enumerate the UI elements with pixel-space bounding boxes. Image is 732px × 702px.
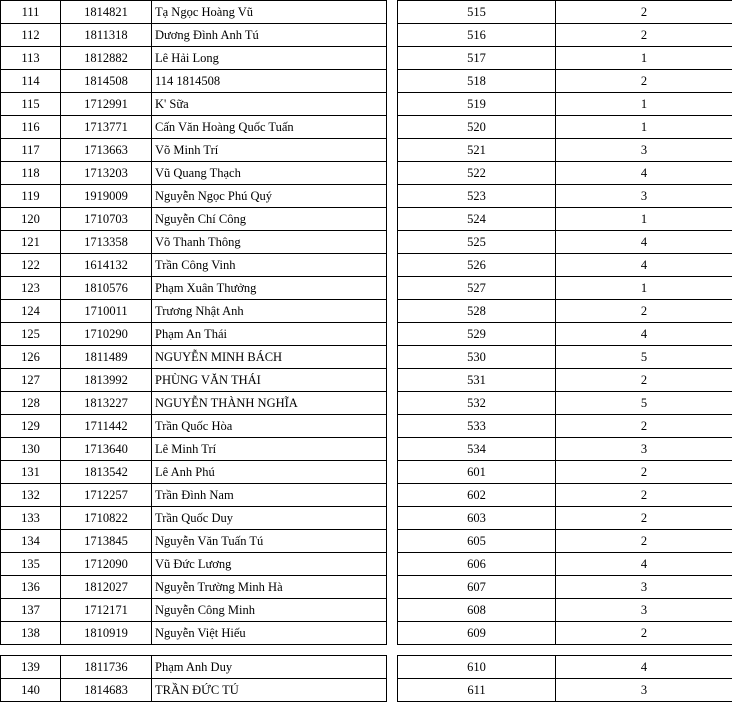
student-id-cell: 1712090 bbox=[61, 553, 152, 576]
table-row bbox=[398, 415, 732, 438]
stt-cell: 120 bbox=[1, 208, 61, 231]
room-cell: 607 bbox=[398, 576, 556, 599]
student-name-cell: Vũ Quang Thạch bbox=[152, 162, 387, 185]
student-id-cell: 1812882 bbox=[61, 47, 152, 70]
table-row bbox=[398, 346, 732, 369]
student-name-cell: Nguyễn Công Minh bbox=[152, 599, 387, 622]
stt-cell: 127 bbox=[1, 369, 61, 392]
student-name-cell: Nguyễn Trường Minh Hà bbox=[152, 576, 387, 599]
count-cell: 5 bbox=[556, 392, 732, 415]
stt-cell: 133 bbox=[1, 507, 61, 530]
stt-cell: 138 bbox=[1, 622, 61, 645]
table-row bbox=[1, 392, 387, 415]
stt-cell: 134 bbox=[1, 530, 61, 553]
student-name-cell: Võ Thanh Thông bbox=[152, 231, 387, 254]
table-row bbox=[1, 24, 387, 47]
student-name-cell: Trần Công Vinh bbox=[152, 254, 387, 277]
room-cell: 603 bbox=[398, 507, 556, 530]
student-name-cell: Tạ Ngọc Hoàng Vũ bbox=[152, 1, 387, 24]
table-row bbox=[398, 622, 732, 645]
student-name-cell: Vũ Đức Lương bbox=[152, 553, 387, 576]
room-cell: 523 bbox=[398, 185, 556, 208]
count-cell: 4 bbox=[556, 162, 732, 185]
table-row bbox=[1, 323, 387, 346]
room-cell: 525 bbox=[398, 231, 556, 254]
student-id-cell: 1813542 bbox=[61, 461, 152, 484]
table-row bbox=[398, 116, 732, 139]
table-row bbox=[398, 553, 732, 576]
room-cell: 518 bbox=[398, 70, 556, 93]
student-name-cell: Trần Quốc Duy bbox=[152, 507, 387, 530]
stt-cell: 128 bbox=[1, 392, 61, 415]
stt-cell: 132 bbox=[1, 484, 61, 507]
table-row bbox=[398, 484, 732, 507]
student-name-cell: Trương Nhật Anh bbox=[152, 300, 387, 323]
student-table-left-continued bbox=[0, 655, 387, 702]
student-id-cell: 1711442 bbox=[61, 415, 152, 438]
student-id-cell: 1713845 bbox=[61, 530, 152, 553]
student-name-cell: Phạm Xuân Thưởng bbox=[152, 277, 387, 300]
student-id-cell: 1810576 bbox=[61, 277, 152, 300]
count-cell: 5 bbox=[556, 346, 732, 369]
table-row bbox=[1, 530, 387, 553]
student-name-cell: Nguyễn Ngọc Phú Quý bbox=[152, 185, 387, 208]
student-id-cell: 1713358 bbox=[61, 231, 152, 254]
table-row bbox=[398, 93, 732, 116]
room-cell: 530 bbox=[398, 346, 556, 369]
student-table-left-continued-body bbox=[1, 656, 387, 702]
student-name-cell: PHÙNG VĂN THÁI bbox=[152, 369, 387, 392]
table-row bbox=[398, 24, 732, 47]
room-cell: 517 bbox=[398, 47, 556, 70]
count-cell: 1 bbox=[556, 93, 732, 116]
student-id-cell: 1713640 bbox=[61, 438, 152, 461]
student-id-cell: 1919009 bbox=[61, 185, 152, 208]
stt-cell: 111 bbox=[1, 1, 61, 24]
student-id-cell: 1614132 bbox=[61, 254, 152, 277]
table-row bbox=[1, 231, 387, 254]
count-cell: 4 bbox=[556, 323, 732, 346]
table-row bbox=[398, 185, 732, 208]
room-cell: 608 bbox=[398, 599, 556, 622]
stt-cell: 135 bbox=[1, 553, 61, 576]
student-table-right-continued bbox=[397, 655, 732, 702]
table-row bbox=[398, 1, 732, 24]
student-table-right-body bbox=[398, 1, 732, 645]
table-row bbox=[398, 162, 732, 185]
count-cell: 3 bbox=[556, 438, 732, 461]
table-row bbox=[398, 599, 732, 622]
table-row bbox=[1, 162, 387, 185]
table-row bbox=[1, 254, 387, 277]
student-id-cell: 1710290 bbox=[61, 323, 152, 346]
table-row bbox=[1, 507, 387, 530]
student-name-cell: Võ Minh Trí bbox=[152, 139, 387, 162]
student-name-cell: Nguyễn Văn Tuấn Tú bbox=[152, 530, 387, 553]
stt-cell: 116 bbox=[1, 116, 61, 139]
room-cell: 520 bbox=[398, 116, 556, 139]
stt-cell: 114 bbox=[1, 70, 61, 93]
room-cell: 610 bbox=[398, 656, 556, 679]
stt-cell: 119 bbox=[1, 185, 61, 208]
student-id-cell: 1814683 bbox=[61, 679, 152, 702]
stt-cell: 131 bbox=[1, 461, 61, 484]
table-row bbox=[398, 576, 732, 599]
stt-cell: 129 bbox=[1, 415, 61, 438]
student-id-cell: 1710703 bbox=[61, 208, 152, 231]
room-cell: 526 bbox=[398, 254, 556, 277]
table-row bbox=[398, 438, 732, 461]
table-row bbox=[398, 70, 732, 93]
room-cell: 532 bbox=[398, 392, 556, 415]
table-row bbox=[1, 576, 387, 599]
table-row bbox=[1, 185, 387, 208]
student-table-right-continued-body bbox=[398, 656, 732, 702]
count-cell: 4 bbox=[556, 231, 732, 254]
student-name-cell: Phạm Anh Duy bbox=[152, 656, 387, 679]
student-name-cell: Phạm An Thái bbox=[152, 323, 387, 346]
student-name-cell: Dương Đình Anh Tú bbox=[152, 24, 387, 47]
table-row bbox=[1, 116, 387, 139]
student-id-cell: 1813992 bbox=[61, 369, 152, 392]
student-id-cell: 1713771 bbox=[61, 116, 152, 139]
table-row bbox=[1, 622, 387, 645]
room-cell: 601 bbox=[398, 461, 556, 484]
table-row bbox=[398, 139, 732, 162]
table-row bbox=[398, 369, 732, 392]
student-id-cell: 1811736 bbox=[61, 656, 152, 679]
stt-cell: 115 bbox=[1, 93, 61, 116]
student-name-cell: Trần Đình Nam bbox=[152, 484, 387, 507]
student-id-cell: 1812027 bbox=[61, 576, 152, 599]
table-row bbox=[398, 392, 732, 415]
room-cell: 611 bbox=[398, 679, 556, 702]
student-name-cell: NGUYỄN THÀNH NGHĨA bbox=[152, 392, 387, 415]
table-row bbox=[398, 461, 732, 484]
student-table-right bbox=[397, 0, 732, 645]
count-cell: 1 bbox=[556, 47, 732, 70]
room-cell: 606 bbox=[398, 553, 556, 576]
table-row bbox=[1, 208, 387, 231]
count-cell: 2 bbox=[556, 300, 732, 323]
room-cell: 524 bbox=[398, 208, 556, 231]
student-id-cell: 1811489 bbox=[61, 346, 152, 369]
student-id-cell: 1712991 bbox=[61, 93, 152, 116]
table-row bbox=[1, 1, 387, 24]
count-cell: 1 bbox=[556, 208, 732, 231]
stt-cell: 140 bbox=[1, 679, 61, 702]
room-cell: 533 bbox=[398, 415, 556, 438]
student-name-cell: Cấn Văn Hoàng Quốc Tuấn bbox=[152, 116, 387, 139]
student-id-cell: 1712171 bbox=[61, 599, 152, 622]
student-id-cell: 1811318 bbox=[61, 24, 152, 47]
count-cell: 3 bbox=[556, 139, 732, 162]
room-cell: 531 bbox=[398, 369, 556, 392]
table-row bbox=[1, 139, 387, 162]
room-cell: 515 bbox=[398, 1, 556, 24]
stt-cell: 112 bbox=[1, 24, 61, 47]
room-cell: 605 bbox=[398, 530, 556, 553]
stt-cell: 122 bbox=[1, 254, 61, 277]
count-cell: 2 bbox=[556, 415, 732, 438]
table-row bbox=[1, 47, 387, 70]
table-row bbox=[398, 656, 732, 679]
stt-cell: 130 bbox=[1, 438, 61, 461]
room-cell: 527 bbox=[398, 277, 556, 300]
stt-cell: 117 bbox=[1, 139, 61, 162]
table-row bbox=[1, 369, 387, 392]
student-name-cell: Nguyễn Việt Hiếu bbox=[152, 622, 387, 645]
count-cell: 2 bbox=[556, 369, 732, 392]
stt-cell: 137 bbox=[1, 599, 61, 622]
room-cell: 534 bbox=[398, 438, 556, 461]
room-cell: 522 bbox=[398, 162, 556, 185]
table-row bbox=[1, 679, 387, 702]
count-cell: 4 bbox=[556, 656, 732, 679]
student-id-cell: 1814508 bbox=[61, 70, 152, 93]
stt-cell: 123 bbox=[1, 277, 61, 300]
student-id-cell: 1710822 bbox=[61, 507, 152, 530]
table-row bbox=[398, 323, 732, 346]
count-cell: 2 bbox=[556, 622, 732, 645]
stt-cell: 125 bbox=[1, 323, 61, 346]
table-row bbox=[1, 553, 387, 576]
table-row bbox=[1, 70, 387, 93]
student-id-cell: 1713663 bbox=[61, 139, 152, 162]
student-name-cell: NGUYỄN MINH BÁCH bbox=[152, 346, 387, 369]
student-name-cell: 114 1814508 bbox=[152, 70, 387, 93]
student-name-cell: Lê Hải Long bbox=[152, 47, 387, 70]
table-row bbox=[1, 656, 387, 679]
count-cell: 3 bbox=[556, 576, 732, 599]
table-row bbox=[398, 277, 732, 300]
table-row bbox=[398, 530, 732, 553]
room-cell: 519 bbox=[398, 93, 556, 116]
student-id-cell: 1712257 bbox=[61, 484, 152, 507]
count-cell: 2 bbox=[556, 70, 732, 93]
count-cell: 2 bbox=[556, 507, 732, 530]
stt-cell: 118 bbox=[1, 162, 61, 185]
table-row bbox=[398, 679, 732, 702]
stt-cell: 139 bbox=[1, 656, 61, 679]
stt-cell: 121 bbox=[1, 231, 61, 254]
table-row bbox=[1, 438, 387, 461]
count-cell: 2 bbox=[556, 484, 732, 507]
table-row bbox=[1, 415, 387, 438]
table-row bbox=[1, 461, 387, 484]
table-row bbox=[398, 300, 732, 323]
count-cell: 4 bbox=[556, 254, 732, 277]
student-name-cell: Nguyễn Chí Công bbox=[152, 208, 387, 231]
table-row bbox=[1, 484, 387, 507]
student-id-cell: 1810919 bbox=[61, 622, 152, 645]
stt-cell: 126 bbox=[1, 346, 61, 369]
count-cell: 3 bbox=[556, 679, 732, 702]
student-table-left bbox=[0, 0, 387, 645]
count-cell: 2 bbox=[556, 24, 732, 47]
student-name-cell: Lê Minh Trí bbox=[152, 438, 387, 461]
count-cell: 1 bbox=[556, 277, 732, 300]
count-cell: 1 bbox=[556, 116, 732, 139]
count-cell: 3 bbox=[556, 599, 732, 622]
table-row bbox=[398, 47, 732, 70]
count-cell: 2 bbox=[556, 530, 732, 553]
student-name-cell: TRẦN ĐỨC TÚ bbox=[152, 679, 387, 702]
count-cell: 4 bbox=[556, 553, 732, 576]
count-cell: 2 bbox=[556, 461, 732, 484]
table-row bbox=[1, 599, 387, 622]
table-row bbox=[398, 231, 732, 254]
room-cell: 602 bbox=[398, 484, 556, 507]
student-id-cell: 1713203 bbox=[61, 162, 152, 185]
room-cell: 521 bbox=[398, 139, 556, 162]
student-id-cell: 1813227 bbox=[61, 392, 152, 415]
table-row bbox=[398, 254, 732, 277]
count-cell: 3 bbox=[556, 185, 732, 208]
room-cell: 516 bbox=[398, 24, 556, 47]
table-row bbox=[398, 208, 732, 231]
student-name-cell: Lê Anh Phú bbox=[152, 461, 387, 484]
student-name-cell: K' Sữa bbox=[152, 93, 387, 116]
student-table-left-body bbox=[1, 1, 387, 645]
room-cell: 609 bbox=[398, 622, 556, 645]
room-cell: 528 bbox=[398, 300, 556, 323]
student-id-cell: 1814821 bbox=[61, 1, 152, 24]
room-cell: 529 bbox=[398, 323, 556, 346]
count-cell: 2 bbox=[556, 1, 732, 24]
stt-cell: 113 bbox=[1, 47, 61, 70]
student-name-cell: Trần Quốc Hòa bbox=[152, 415, 387, 438]
stt-cell: 136 bbox=[1, 576, 61, 599]
student-id-cell: 1710011 bbox=[61, 300, 152, 323]
table-row bbox=[1, 300, 387, 323]
table-row bbox=[1, 346, 387, 369]
stt-cell: 124 bbox=[1, 300, 61, 323]
table-row bbox=[1, 277, 387, 300]
table-row bbox=[1, 93, 387, 116]
table-row bbox=[398, 507, 732, 530]
